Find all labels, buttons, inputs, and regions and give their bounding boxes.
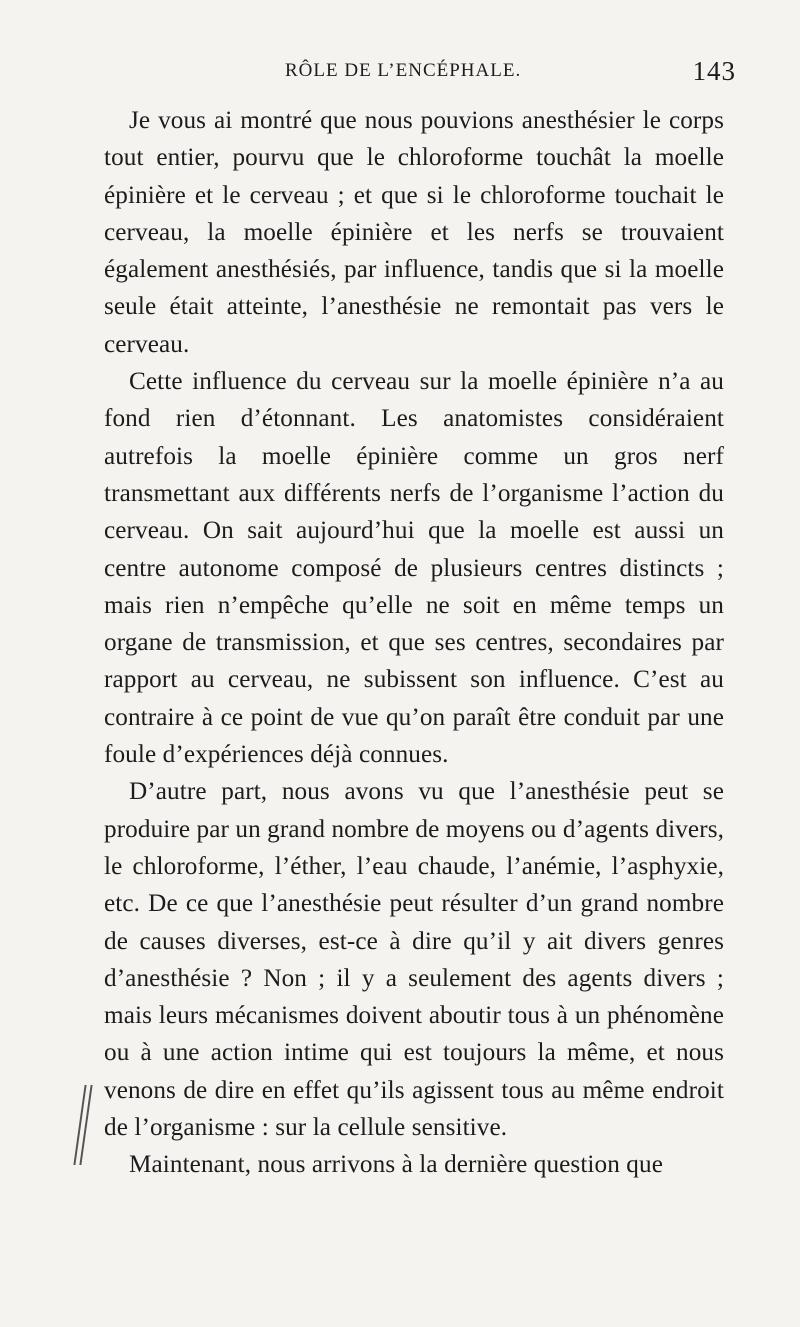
paragraph-2: Cette influence du cerveau sur la moelle épinière n’a au fond rien d’étonnant. Les anatomistes considéraient autrefois la moelle épinière comme un gros nerf transmettant aux différents nerfs de l’organisme l’action du cerveau. On sait aujourd’hui que la moelle est aussi un centre autonome composé de plusieurs centres distincts ; mais rien n’empêche qu’elle ne soit en même temps un organe de transmission, et que ses centres, secondaires par rapport au cerveau, ne subissent son influence. C’est au contraire à ce point de vue qu’on paraît être conduit par une foule d’expériences déjà connues. (104, 368, 724, 769)
page-number: 143 (692, 56, 736, 86)
paragraph-1: Je vous ai montré que nous pouvions anesthésier le corps tout entier, pourvu que le chloroforme touchât la moelle épinière et le cerveau ; et que si le chloroforme touchait le cerveau, la moelle épinière et les nerfs se trouvaient également anesthésiés, par influence, tandis que si la moelle seule était atteinte, l’anesthésie ne remontait pas vers le cerveau. (104, 107, 724, 358)
paragraph-4: Maintenant, nous arrivons à la dernière question que (129, 1151, 663, 1179)
body-text (104, 102, 724, 1184)
page-header (100, 56, 740, 96)
margin-pencil-mark (76, 1085, 94, 1165)
paragraph-3: D’autre part, nous avons vu que l’anesthésie peut se produire par un grand nombre de moyens ou d’agents divers, le chloroforme, l’éther, l’eau chaude, l’anémie, l’asphyxie, etc. De ce que l’anesthésie peut résulter d’un grand nombre de causes diverses, est-ce à dire qu’il y ait divers genres d’anesthésie ? Non ; il y a seulement des agents divers ; mais leurs mécanismes doivent aboutir tous à un phénomène ou à une action intime qui est toujours la même, et nous venons de dire en effet qu’ils agissent tous au même endroit de l’organisme : sur la cellule sensitive. (104, 778, 724, 1142)
running-title: RÔLE DE L’ENCÉPHALE. (285, 60, 522, 81)
